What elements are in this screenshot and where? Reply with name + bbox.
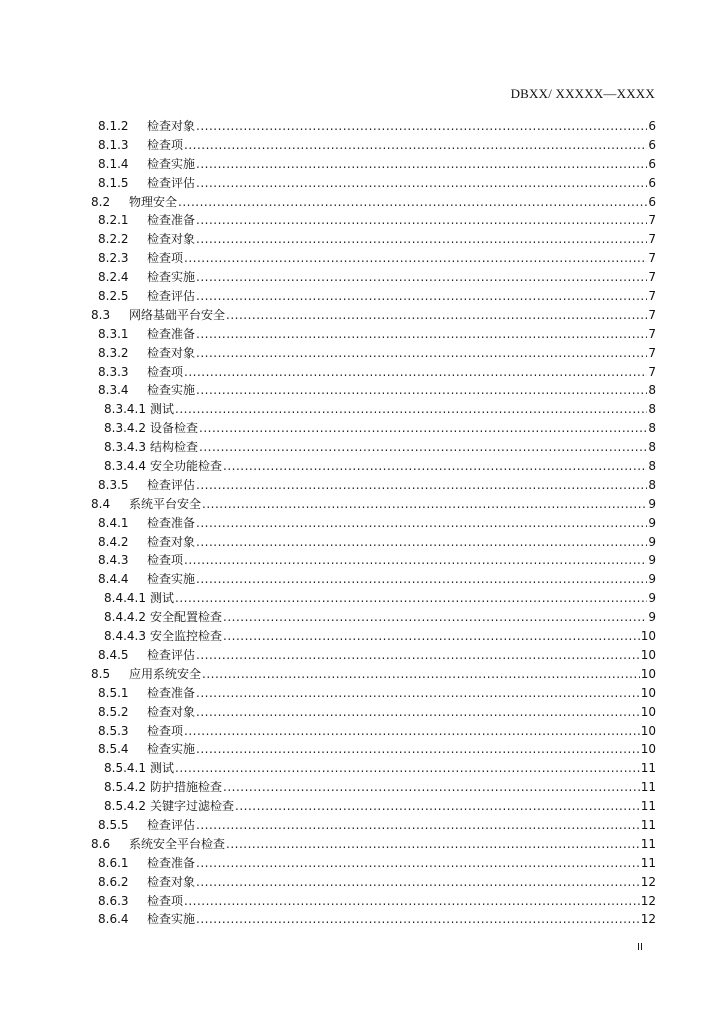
toc-dot-leader [196, 570, 647, 589]
toc-dot-leader [196, 211, 647, 230]
toc-entry[interactable] [91, 910, 656, 929]
toc-entry[interactable] [91, 740, 656, 759]
toc-dot-leader [196, 174, 647, 193]
toc-entry-title: 检查评估 [147, 477, 196, 492]
toc-dot-leader [196, 533, 647, 552]
toc-entry[interactable] [91, 835, 656, 854]
toc-dot-leader [196, 230, 647, 249]
toc-entry[interactable] [91, 854, 656, 873]
toc-entry[interactable] [91, 268, 656, 287]
toc-entry-title: 防护措施检查 [149, 780, 222, 795]
toc-entry-title: 系统安全平台检查 [129, 836, 226, 851]
toc-entry[interactable] [91, 230, 656, 249]
toc-entry-number: 8.3.4.3 [104, 440, 146, 455]
toc-entry-page: 7 [648, 307, 656, 322]
toc-entry-title: 检查项 [147, 553, 184, 568]
toc-entry[interactable] [91, 211, 656, 230]
toc-entry[interactable] [91, 703, 656, 722]
toc-entry-number: 8.5.4 [98, 742, 129, 757]
toc-entry[interactable] [91, 797, 656, 816]
toc-entry-number: 8.3.1 [98, 326, 129, 341]
toc-entry-title: 检查实施 [147, 156, 196, 171]
toc-entry-page: 7 [648, 251, 656, 266]
toc-entry-page: 7 [648, 213, 656, 228]
toc-dot-leader [175, 589, 647, 608]
toc-entry-page: 12 [640, 912, 656, 927]
toc-entry-title: 检查项 [147, 251, 184, 266]
toc-entry-number: 8.1.3 [98, 137, 129, 152]
toc-entry[interactable] [91, 249, 656, 268]
toc-entry-page: 11 [640, 799, 656, 814]
toc-dot-leader [223, 627, 640, 646]
toc-entry-number: 8.4.4 [98, 572, 129, 587]
toc-entry-number: 8.6.1 [98, 855, 129, 870]
toc-dot-leader [196, 476, 647, 495]
toc-entry-page: 9 [648, 572, 656, 587]
toc-entry-page: 7 [648, 270, 656, 285]
toc-dot-leader [199, 419, 647, 438]
toc-entry-page: 11 [640, 817, 656, 832]
toc-entry-page: 8 [648, 459, 656, 474]
toc-entry-page: 11 [640, 761, 656, 776]
toc-entry-number: 8.4.5 [98, 647, 129, 662]
toc-entry-page: 11 [640, 855, 656, 870]
toc-dot-leader [196, 873, 640, 892]
toc-entry-page: 11 [640, 780, 656, 795]
document-code-header: DBXX/ XXXXX—XXXX [510, 86, 655, 101]
toc-entry-title: 检查准备 [147, 855, 196, 870]
toc-entry-page: 12 [640, 874, 656, 889]
toc-dot-leader [235, 797, 640, 816]
toc-entry-number: 8.2.4 [98, 270, 129, 285]
toc-dot-leader [196, 155, 647, 174]
toc-entry-number: 8.5.4.1 [104, 761, 146, 776]
toc-entry-number: 8.5.2 [98, 704, 129, 719]
toc-entry[interactable] [91, 457, 656, 476]
toc-entry-number: 8.5.1 [98, 685, 129, 700]
toc-entry[interactable] [91, 514, 656, 533]
toc-entry-title: 设备检查 [149, 421, 198, 436]
toc-entry[interactable] [91, 495, 656, 514]
toc-dot-leader [202, 665, 640, 684]
toc-entry-page: 12 [640, 893, 656, 908]
toc-dot-leader [196, 816, 640, 835]
toc-dot-leader [196, 910, 640, 929]
toc-entry-number: 8.4.3 [98, 553, 129, 568]
toc-entry-number: 8.6.2 [98, 874, 129, 889]
toc-entry[interactable] [91, 646, 656, 665]
toc-entry-number: 8.4.4.3 [104, 629, 146, 644]
toc-entry[interactable] [91, 174, 656, 193]
toc-entry-title: 检查准备 [147, 213, 196, 228]
toc-entry[interactable] [91, 344, 656, 363]
toc-entry[interactable] [91, 759, 656, 778]
toc-entry-page: 10 [640, 685, 656, 700]
toc-entry[interactable] [91, 589, 656, 608]
toc-entry-page: 9 [648, 591, 656, 606]
toc-entry[interactable] [91, 287, 656, 306]
toc-dot-leader [175, 759, 640, 778]
toc-dot-leader [184, 363, 647, 382]
toc-dot-leader [184, 892, 640, 911]
toc-entry[interactable] [91, 816, 656, 835]
toc-dot-leader [178, 193, 647, 212]
toc-entry-page: 7 [648, 345, 656, 360]
toc-entry-page: 10 [640, 704, 656, 719]
toc-dot-leader [175, 400, 647, 419]
toc-entry-page: 11 [640, 836, 656, 851]
toc-entry-title: 检查评估 [147, 175, 196, 190]
toc-entry-number: 8.3.4.1 [104, 402, 146, 417]
toc-entry-number: 8.2.5 [98, 289, 129, 304]
toc-entry[interactable] [91, 381, 656, 400]
toc-entry-title: 物理安全 [129, 194, 178, 209]
toc-entry-title: 检查准备 [147, 685, 196, 700]
toc-entry-number: 8.6.4 [98, 912, 129, 927]
toc-entry-title: 应用系统安全 [129, 666, 202, 681]
toc-entry[interactable] [91, 873, 656, 892]
toc-entry[interactable] [91, 570, 656, 589]
toc-entry-title: 检查对象 [147, 534, 196, 549]
toc-dot-leader [196, 325, 647, 344]
toc-entry-title: 安全监控检查 [149, 629, 222, 644]
toc-entry-number: 8.3.4.2 [104, 421, 146, 436]
toc-dot-leader [196, 703, 640, 722]
toc-entry-number: 8.1.5 [98, 175, 129, 190]
toc-entry-page: 8 [648, 440, 656, 455]
toc-entry-page: 7 [648, 326, 656, 341]
toc-entry-page: 9 [648, 534, 656, 549]
toc-entry-page: 10 [640, 742, 656, 757]
toc-entry[interactable] [91, 533, 656, 552]
toc-entry[interactable] [91, 892, 656, 911]
toc-entry-title: 测试 [149, 402, 174, 417]
toc-entry[interactable] [91, 155, 656, 174]
toc-entry-number: 8.3.4 [98, 383, 129, 398]
toc-entry[interactable] [91, 778, 656, 797]
page-number: II [637, 942, 643, 953]
toc-entry-number: 8.1.2 [98, 119, 129, 133]
toc-entry-title: 测试 [149, 761, 174, 776]
toc-entry-page: 6 [648, 194, 656, 209]
toc-dot-leader [184, 722, 640, 741]
toc-entry-number: 8.3.3 [98, 364, 129, 379]
toc-dot-leader [226, 835, 640, 854]
toc-dot-leader [184, 136, 647, 155]
toc-entry-number: 8.5.3 [98, 723, 129, 738]
toc-entry-number: 8.2.2 [98, 232, 129, 247]
toc-entry-page: 10 [640, 666, 656, 681]
toc-entry-title: 检查对象 [147, 874, 196, 889]
toc-entry[interactable] [91, 136, 656, 155]
toc-dot-leader [196, 117, 647, 136]
toc-entry-number: 8.5.5 [98, 817, 129, 832]
toc-entry-page: 9 [648, 553, 656, 568]
toc-entry-number: 8.6.3 [98, 893, 129, 908]
toc-entry-title: 系统平台安全 [129, 496, 202, 511]
toc-entry-title: 检查实施 [147, 270, 196, 285]
toc-entry-page: 6 [648, 156, 656, 171]
toc-dot-leader [196, 646, 640, 665]
toc-entry-title: 网络基础平台安全 [129, 307, 226, 322]
toc-entry-page: 9 [648, 610, 656, 625]
toc-entry-number: 8.5.4.2 [104, 780, 146, 795]
toc-dot-leader [196, 287, 647, 306]
toc-dot-leader [199, 438, 647, 457]
toc-entry[interactable] [91, 476, 656, 495]
toc-entry[interactable] [91, 306, 656, 325]
toc-entry-title: 检查项 [147, 364, 184, 379]
toc-dot-leader [196, 854, 640, 873]
toc-entry-number: 8.2 [91, 194, 111, 209]
toc-entry-page: 6 [648, 175, 656, 190]
toc-entry-number: 8.3.4.4 [104, 459, 146, 474]
toc-entry-title: 检查对象 [147, 704, 196, 719]
toc-entry-page: 10 [640, 723, 656, 738]
toc-entry-page: 10 [640, 647, 656, 662]
toc-entry-title: 检查项 [147, 137, 184, 152]
toc-entry[interactable] [91, 608, 656, 627]
toc-entry-title: 检查实施 [147, 912, 196, 927]
toc-entry-number: 8.1.4 [98, 156, 129, 171]
toc-entry[interactable] [91, 722, 656, 741]
toc-entry[interactable] [91, 117, 656, 136]
toc-dot-leader [223, 608, 647, 627]
toc-entry-number: 8.4.1 [98, 515, 129, 530]
toc-entry-number: 8.4.4.1 [104, 591, 146, 606]
toc-entry-page: 10 [640, 629, 656, 644]
toc-entry-number: 8.2.3 [98, 251, 129, 266]
toc-entry-title: 安全配置检查 [149, 610, 222, 625]
toc-entry-title: 测试 [149, 591, 174, 606]
toc-entry-title: 检查评估 [147, 817, 196, 832]
toc-entry[interactable] [91, 684, 656, 703]
toc-dot-leader [202, 495, 647, 514]
toc-entry[interactable] [91, 363, 656, 382]
toc-entry-number: 8.5.4.2 [104, 799, 146, 814]
toc-dot-leader [223, 457, 647, 476]
toc-entry-number: 8.3 [91, 307, 111, 322]
toc-entry[interactable] [91, 400, 656, 419]
toc-entry-title: 安全功能检查 [149, 459, 222, 474]
toc-dot-leader [196, 381, 647, 400]
toc-entry-page: 8 [648, 383, 656, 398]
toc-entry-number: 8.2.1 [98, 213, 129, 228]
toc-entry[interactable] [91, 325, 656, 344]
toc-entry-number: 8.3.2 [98, 345, 129, 360]
toc-dot-leader [226, 306, 647, 325]
toc-entry-page: 9 [648, 515, 656, 530]
toc-entry[interactable] [91, 627, 656, 646]
toc-entry-page: 6 [648, 137, 656, 152]
toc-entry-title: 检查实施 [147, 742, 196, 757]
toc-entry-title: 检查对象 [147, 119, 196, 133]
toc-entry-page: 7 [648, 289, 656, 304]
toc-dot-leader [196, 268, 647, 287]
toc-entry-title: 检查项 [147, 723, 184, 738]
toc-entry-number: 8.5 [91, 666, 111, 681]
toc-entry-number: 8.4.2 [98, 534, 129, 549]
toc-entry-number: 8.4 [91, 496, 111, 511]
toc-entry-title: 关键字过滤检查 [149, 799, 234, 814]
toc-entry-page: 7 [648, 232, 656, 247]
toc-entry[interactable] [91, 193, 656, 212]
toc-dot-leader [196, 684, 640, 703]
toc-dot-leader [223, 778, 640, 797]
toc-entry-title: 检查实施 [147, 383, 196, 398]
toc-entry-page: 6 [648, 119, 656, 133]
toc-entry[interactable] [91, 551, 656, 570]
toc-dot-leader [196, 740, 640, 759]
toc-dot-leader [184, 249, 647, 268]
toc-entry[interactable] [91, 419, 656, 438]
table-of-contents [91, 117, 656, 929]
toc-dot-leader [184, 551, 647, 570]
toc-entry-number: 8.6 [91, 836, 111, 851]
toc-entry-page: 9 [648, 496, 656, 511]
toc-entry-number: 8.3.5 [98, 477, 129, 492]
toc-entry-title: 检查准备 [147, 326, 196, 341]
toc-entry-title: 检查对象 [147, 232, 196, 247]
toc-entry-page: 7 [648, 364, 656, 379]
toc-dot-leader [196, 514, 647, 533]
toc-entry-title: 检查准备 [147, 515, 196, 530]
toc-entry-title: 检查实施 [147, 572, 196, 587]
toc-entry-title: 检查评估 [147, 647, 196, 662]
toc-entry[interactable] [91, 665, 656, 684]
toc-entry-title: 检查项 [147, 893, 184, 908]
toc-entry-number: 8.4.4.2 [104, 610, 146, 625]
toc-dot-leader [196, 344, 647, 363]
toc-entry-title: 检查对象 [147, 345, 196, 360]
toc-entry-title: 结构检查 [149, 440, 198, 455]
toc-entry-page: 8 [648, 402, 656, 417]
toc-entry-page: 8 [648, 421, 656, 436]
toc-entry-title: 检查评估 [147, 289, 196, 304]
toc-entry-page: 8 [648, 477, 656, 492]
toc-entry[interactable] [91, 438, 656, 457]
